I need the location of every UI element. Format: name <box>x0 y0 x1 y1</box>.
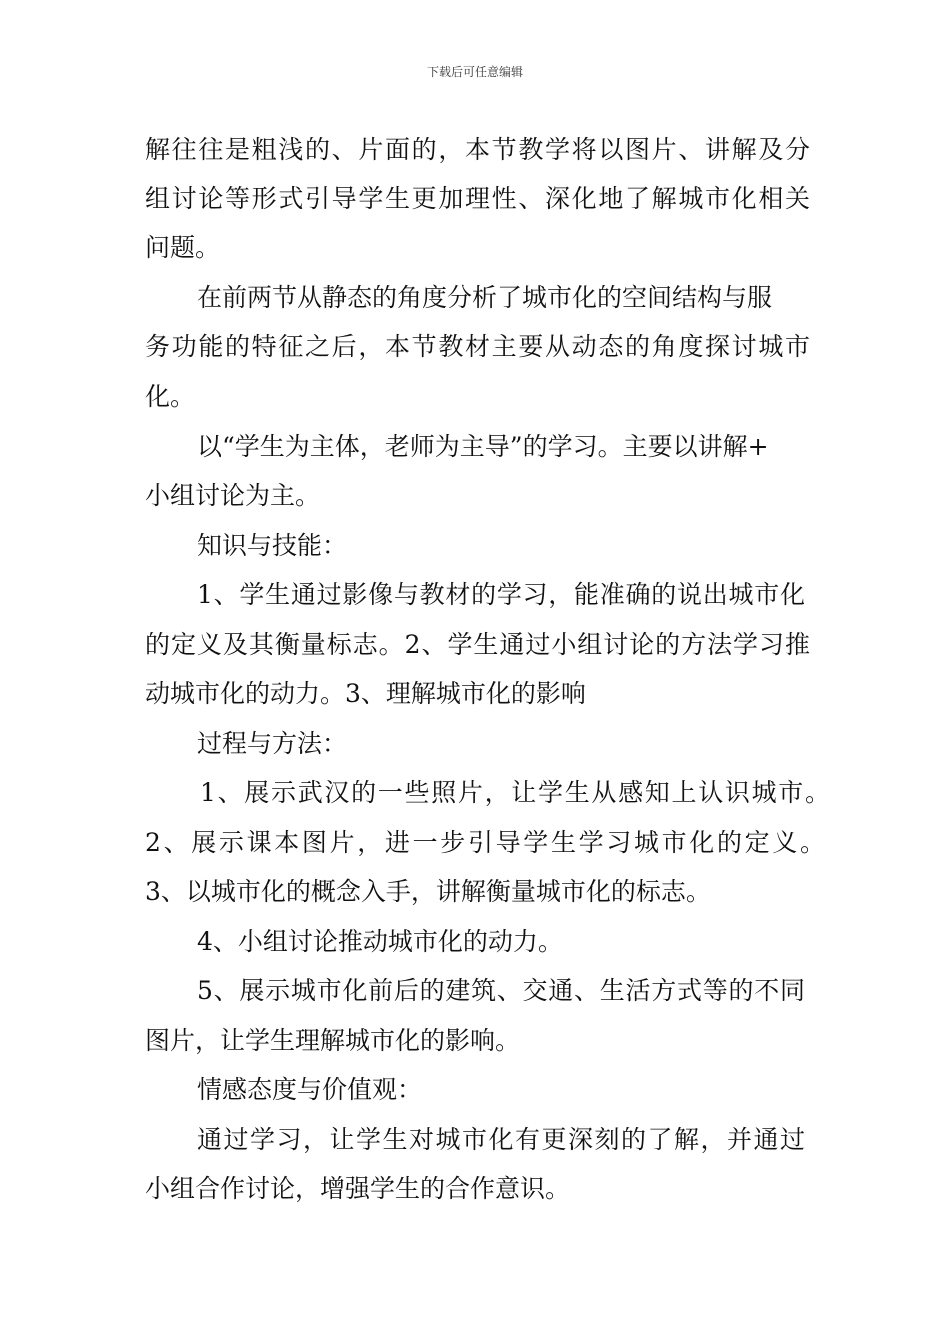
text-line: 4、小组讨论推动城市化的动力。 <box>197 927 563 956</box>
text-line: 以“学生为主体，老师为主导”的学习。主要以讲解+ <box>197 432 769 461</box>
text-line: 解往往是粗浅的、片面的，本节教学将以图片、讲解及分 <box>145 135 810 164</box>
page-header: 下载后可任意编辑 <box>426 65 523 79</box>
text-line: 小组合作讨论，增强学生的合作意识。 <box>145 1174 571 1203</box>
text-line: 2、展示课本图片，进一步引导学生学习城市化的定义。 <box>145 828 825 857</box>
text-line: 1、展示武汉的一些照片，让学生从感知上认识城市。 <box>200 778 830 807</box>
section-heading: 知识与技能： <box>197 531 348 560</box>
text-line: 3、以城市化的概念入手，讲解衡量城市化的标志。 <box>145 877 711 906</box>
text-line: 通过学习，让学生对城市化有更深刻的了解，并通过 <box>197 1125 805 1154</box>
text-line: 组讨论等形式引导学生更加理性、深化地了解城市化相关 <box>145 184 810 213</box>
text-line: 在前两节从静态的角度分析了城市化的空间结构与服 <box>197 283 773 312</box>
section-heading: 情感态度与价值观： <box>197 1075 423 1104</box>
text-line: 务功能的特征之后，本节教材主要从动态的角度探讨城市 <box>145 332 810 361</box>
text-line: 的定义及其衡量标志。2、学生通过小组讨论的方法学习推 <box>145 630 810 659</box>
text-line: 小组讨论为主。 <box>145 481 321 510</box>
text-line: 动城市化的动力。3、理解城市化的影响 <box>145 679 586 708</box>
text-line: 问题。 <box>145 233 221 262</box>
text-line: 5、展示城市化前后的建筑、交通、生活方式等的不同 <box>197 976 805 1005</box>
text-line: 化。 <box>145 382 196 411</box>
text-line: 1、学生通过影像与教材的学习，能准确的说出城市化 <box>197 580 805 609</box>
text-line: 图片，让学生理解城市化的影响。 <box>145 1026 521 1055</box>
section-heading: 过程与方法： <box>197 729 348 758</box>
